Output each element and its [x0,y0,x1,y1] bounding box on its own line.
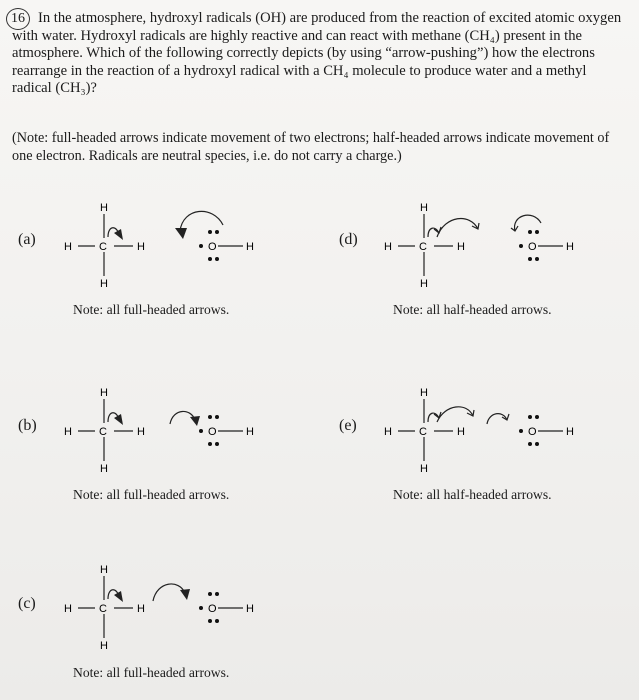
option-b-mechanism[interactable] [55,380,285,480]
atom-o: O [208,426,217,438]
option-e-label: (e) [339,417,357,434]
atom-c: C [419,426,427,438]
arrow-ch-half-2 [437,219,478,237]
option-c-mechanism[interactable] [55,557,285,657]
option-d-label: (d) [339,231,358,248]
arrow-o-half [515,215,541,231]
arrow-ch-half-2 [437,407,473,422]
option-e-mechanism[interactable] [375,380,605,480]
option-c-label: (c) [18,595,36,612]
atom-h-top: H [420,387,428,399]
atom-h-left: H [384,426,392,438]
option-b-label: (b) [18,417,37,434]
atom-h-oh: H [246,241,254,253]
atom-h-right: H [457,426,465,438]
atom-h-right: H [137,603,145,615]
option-a-note: Note: all full-headed arrows. [73,302,230,317]
option-a-label: (a) [18,231,36,248]
atom-h-left: H [64,241,72,253]
atom-h-bottom: H [420,463,428,475]
option-d-note: Note: all half-headed arrows. [393,302,552,317]
atom-h-right: H [137,241,145,253]
option-c-note: Note: all full-headed arrows. [73,665,230,680]
atom-h-bottom: H [420,278,428,290]
atom-h-oh: H [246,426,254,438]
atom-h-bottom: H [100,640,108,652]
atom-c: C [99,603,107,615]
atom-h-top: H [100,202,108,214]
atom-h-left: H [64,426,72,438]
option-a-mechanism[interactable] [55,195,285,295]
atom-h-bottom: H [100,463,108,475]
option-b-note: Note: all full-headed arrows. [73,487,230,502]
question-note: (Note: full-headed arrows indicate movement of two electrons; half-headed arrows indicate movement of one electron. Radicals are neutral species, i.e. do not carry a charge.) [12,130,610,164]
atom-c: C [99,426,107,438]
atom-o: O [208,241,217,253]
atom-c: C [419,241,427,253]
atom-h-left: H [64,603,72,615]
atom-h-top: H [100,564,108,576]
atom-h-left: H [384,241,392,253]
option-d-mechanism[interactable] [375,195,605,295]
option-e-note: Note: all half-headed arrows. [393,487,552,502]
atom-h-right: H [457,241,465,253]
atom-h-oh: H [566,241,574,253]
atom-c: C [99,241,107,253]
atom-h-bottom: H [100,278,108,290]
question-text: In the atmosphere, hydroxyl radicals (OH) are produced from the reaction of excited atomic oxygen with water. Hydroxyl radicals are highly reactive and can react with methane (CH₄) present in the atmosphere. Which of the following correctly depicts (by using “arrow-pushing”) how the electrons rearrange in the reaction of a hydroxyl radical with a CH₄ molecule to produce water and a methyl radical (CH₃)? [12,10,622,97]
atom-h-top: H [100,387,108,399]
arrow-h-to-o [153,584,185,601]
atom-h-oh: H [246,603,254,615]
atom-h-top: H [420,202,428,214]
atom-o: O [528,426,537,438]
atom-o: O [528,241,537,253]
atom-o: O [208,603,217,615]
atom-h-oh: H [566,426,574,438]
question-number: 16 [6,8,30,30]
atom-h-right: H [137,426,145,438]
